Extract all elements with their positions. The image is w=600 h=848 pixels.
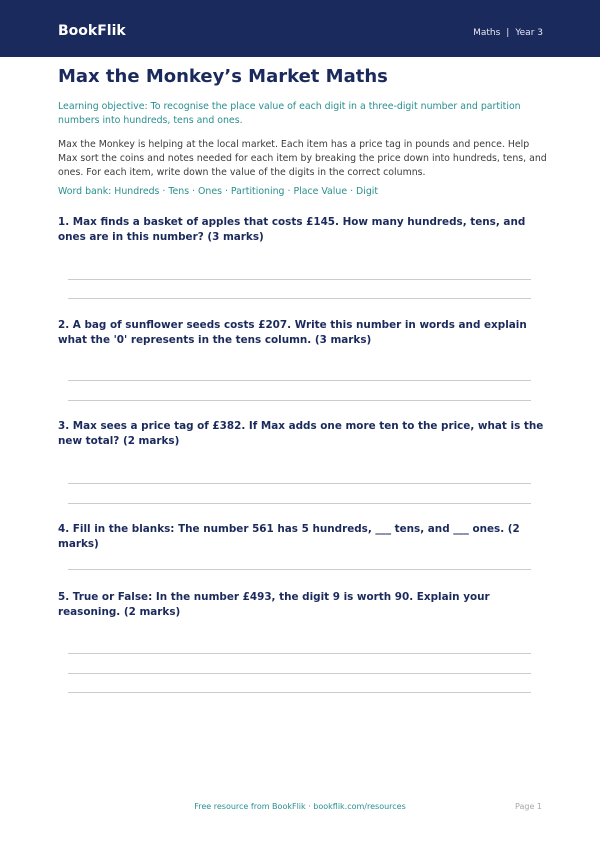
- page-number: Page 1: [515, 802, 542, 811]
- answer-line[interactable]: [68, 279, 531, 280]
- answer-line[interactable]: [68, 692, 531, 693]
- word-bank: Word bank: Hundreds · Tens · Ones · Partitioning · Place Value · Digit: [58, 186, 379, 197]
- answer-line[interactable]: [68, 653, 531, 654]
- breadcrumb-separator: |: [506, 28, 510, 38]
- year-label: Year 3: [515, 28, 543, 38]
- question-2: 2. A bag of sunflower seeds costs £207. Write this number in words and explain what the '0' represents in the tens column. (3 marks): [58, 319, 527, 346]
- subject-label: Maths: [473, 28, 501, 38]
- answer-line[interactable]: [68, 503, 531, 504]
- answer-line[interactable]: [68, 380, 531, 381]
- answer-line[interactable]: [68, 569, 531, 570]
- question-1: 1. Max finds a basket of apples that costs £145. How many hundreds, tens, and ones are in this number? (3 marks): [58, 216, 526, 243]
- breadcrumb: [473, 27, 543, 39]
- question-3: 3. Max sees a price tag of £382. If Max adds one more ten to the price, what is the new total? (2 marks): [58, 420, 544, 447]
- intro-paragraph: Max the Monkey is helping at the local market. Each item has a price tag in pounds and pence. Help Max sort the coins and notes needed for each item by breaking the price down into hundreds, tens, and ones. For each item, write down the value of the digits in the correct columns.: [58, 139, 547, 178]
- answer-line[interactable]: [68, 298, 531, 299]
- answer-line[interactable]: [68, 673, 531, 674]
- learning-objective: Learning objective: To recognise the place value of each digit in a three-digit number and partition numbers into hundreds, tens and ones.: [58, 101, 521, 126]
- answer-line[interactable]: [68, 400, 531, 401]
- question-5: 5. True or False: In the number £493, the digit 9 is worth 90. Explain your reasoning. (2 marks): [58, 591, 490, 618]
- brand-logo[interactable]: BookFlik: [58, 23, 126, 39]
- page-title: Max the Monkey’s Market Maths: [58, 66, 388, 87]
- question-4: 4. Fill in the blanks: The number 561 has 5 hundreds, ___ tens, and ___ ones. (2 marks): [58, 523, 520, 550]
- top-bar: [0, 0, 600, 57]
- answer-line[interactable]: [68, 483, 531, 484]
- footer-link[interactable]: Free resource from BookFlik · bookflik.com/resources: [194, 802, 406, 811]
